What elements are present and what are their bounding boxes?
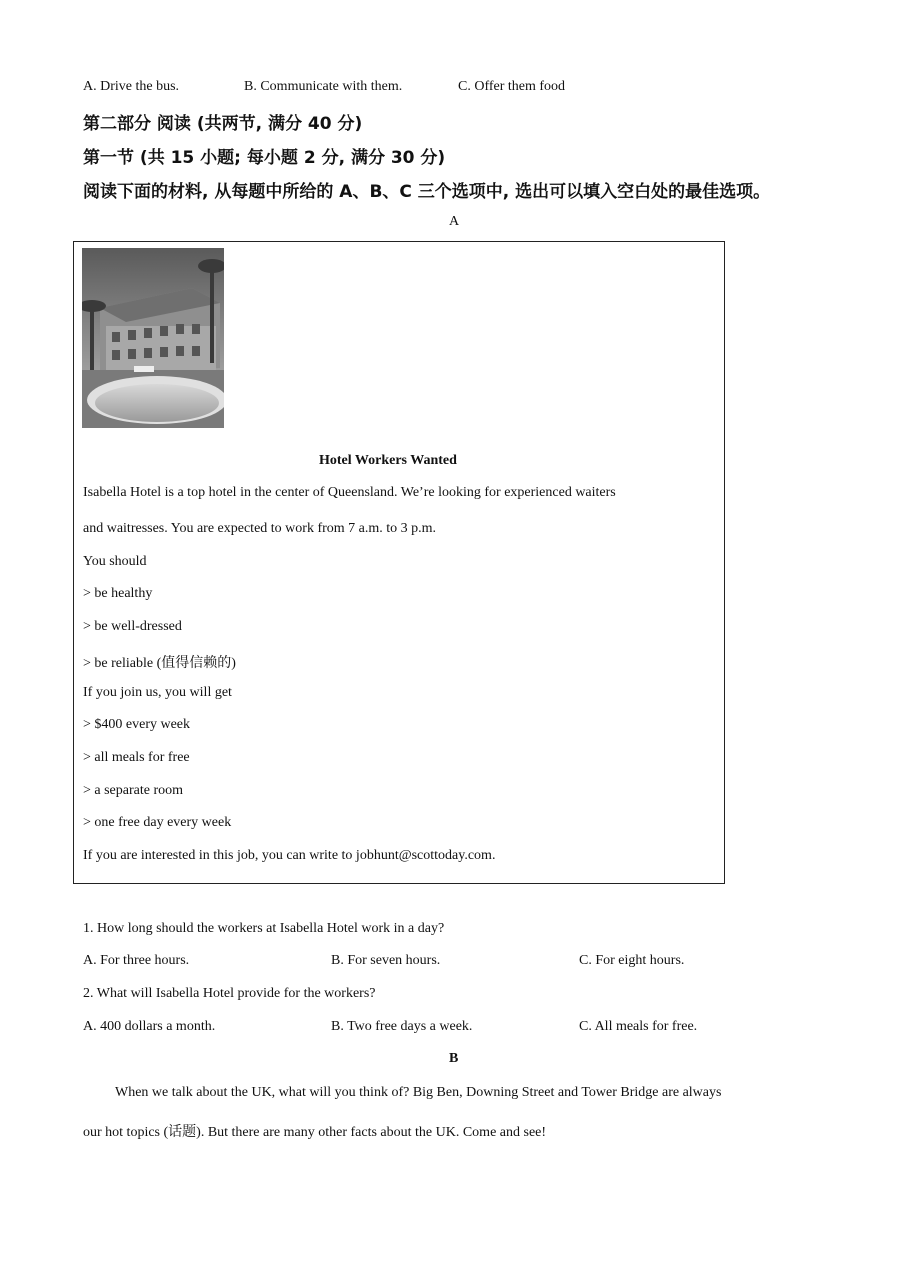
question-2-option-b: B. Two free days a week.	[331, 1019, 473, 1034]
question-1-stem: 1. How long should the workers at Isabella Hotel work in a day?	[83, 921, 445, 936]
prev-option-b: B. Communicate with them.	[244, 79, 403, 94]
get-label: If you join us, you will get	[83, 685, 232, 700]
list-item: > be well-dressed	[83, 619, 182, 634]
prev-option-c: C. Offer them food	[458, 79, 566, 94]
passage-b-label: B	[449, 1051, 459, 1066]
list-item: > be healthy	[83, 586, 153, 601]
ad-contact: If you are interested in this job, you can write to jobhunt@scottoday.com.	[83, 848, 496, 863]
passage-b-line1: When we talk about the UK, what will you think of? Big Ben, Downing Street and Tower Bridge are always	[115, 1085, 722, 1100]
question-2-option-c: C. All meals for free.	[579, 1019, 698, 1034]
list-item: > one free day every week	[83, 815, 232, 830]
section1-heading: 第一节 (共 15 小题; 每小题 2 分, 满分 30 分)	[83, 148, 446, 168]
question-2-option-a: A. 400 dollars a month.	[83, 1019, 216, 1034]
prev-option-a: A. Drive the bus.	[83, 79, 180, 94]
passage-a-label: A	[449, 214, 460, 229]
question-2-stem: 2. What will Isabella Hotel provide for the workers?	[83, 986, 376, 1001]
should-label: You should	[83, 554, 147, 569]
question-1-option-c: C. For eight hours.	[579, 953, 685, 968]
list-item: > $400 every week	[83, 717, 191, 732]
question-1-option-a: A. For three hours.	[83, 953, 190, 968]
passage-b-line2: our hot topics (话题). But there are many other facts about the UK. Come and see!	[83, 1125, 547, 1140]
list-item: > be reliable (值得信赖的)	[83, 656, 236, 671]
question-1-option-b: B. For seven hours.	[331, 953, 441, 968]
ad-intro-line1: Isabella Hotel is a top hotel in the center of Queensland. We’re looking for experienced waiters	[83, 485, 616, 500]
part2-heading: 第二部分 阅读 (共两节, 满分 40 分)	[83, 114, 363, 134]
hotel-photo	[82, 248, 224, 428]
list-item: > a separate room	[83, 783, 184, 798]
instructions: 阅读下面的材料, 从每题中所给的 A、B、C 三个选项中, 选出可以填入空白处的最佳选项。	[83, 182, 771, 202]
ad-intro-line2: and waitresses. You are expected to work from 7 a.m. to 3 p.m.	[83, 521, 437, 536]
list-item: > all meals for free	[83, 750, 190, 765]
ad-title: Hotel Workers Wanted	[319, 453, 457, 468]
